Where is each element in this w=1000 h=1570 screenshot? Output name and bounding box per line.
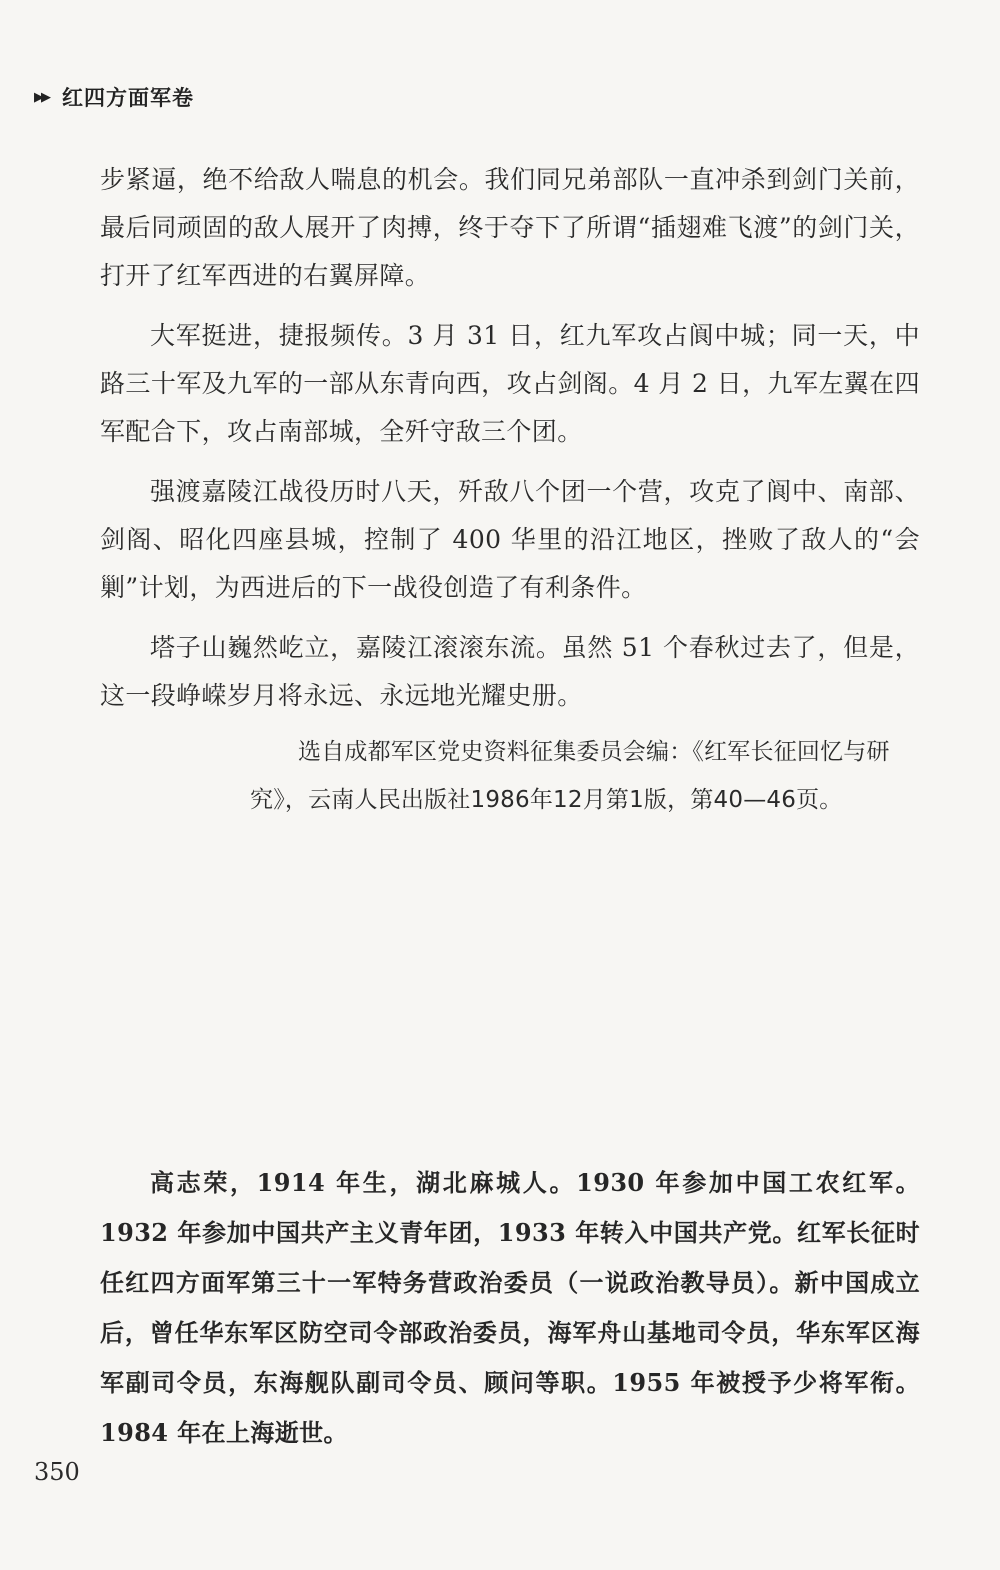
- double-arrow-icon: ▶▶: [34, 89, 48, 105]
- source-citation: 选自成都军区党史资料征集委员会编：《红军长征回忆与研究》，云南人民出版社1986年12月第1版，第40—46页。: [250, 739, 890, 813]
- paragraph: 强渡嘉陵江战役历时八天，歼敌八个团一个营，攻克了阆中、南部、剑阁、昭化四座县城，控制了 400 华里的沿江地区，挫败了敌人的“会剿”计划，为西进后的下一战役创造了有利条件。: [100, 477, 920, 602]
- page-number: 350: [34, 1458, 80, 1486]
- paragraph: 大军挺进，捷报频传。3 月 31 日，红九军攻占阆中城；同一天，中路三十军及九军的一部从东青向西，攻占剑阁。4 月 2 日，九军左翼在四军配合下，攻占南部城，全歼守敌三个团。: [100, 321, 920, 446]
- main-text: [100, 156, 920, 732]
- book-section-title: 红四方面军卷: [62, 85, 194, 110]
- running-header: [34, 82, 194, 112]
- paragraph: 塔子山巍然屹立，嘉陵江滚滚东流。虽然 51 个春秋过去了，但是，这一段峥嵘岁月将永远、永远地光耀史册。: [100, 633, 920, 710]
- author-biography: 高志荣，1914 年生，湖北麻城人。1930 年参加中国工农红军。1932 年参加中国共产主义青年团，1933 年转入中国共产党。红军长征时任红四方面军第三十一军特务营政治委员（一说政治教导员）。新中国成立后，曾任华东军区防空司令部政治委员，海军舟山基地司令员，华东军区海军副司令员，东海舰队副司令员、顾问等职。1955 年被授予少将军衔。1984 年在上海逝世。: [100, 1168, 920, 1447]
- paragraph: 步紧逼，绝不给敌人喘息的机会。我们同兄弟部队一直冲杀到剑门关前，最后同顽固的敌人展开了肉搏，终于夺下了所谓“插翅难飞渡”的剑门关，打开了红军西进的右翼屏障。: [100, 165, 920, 290]
